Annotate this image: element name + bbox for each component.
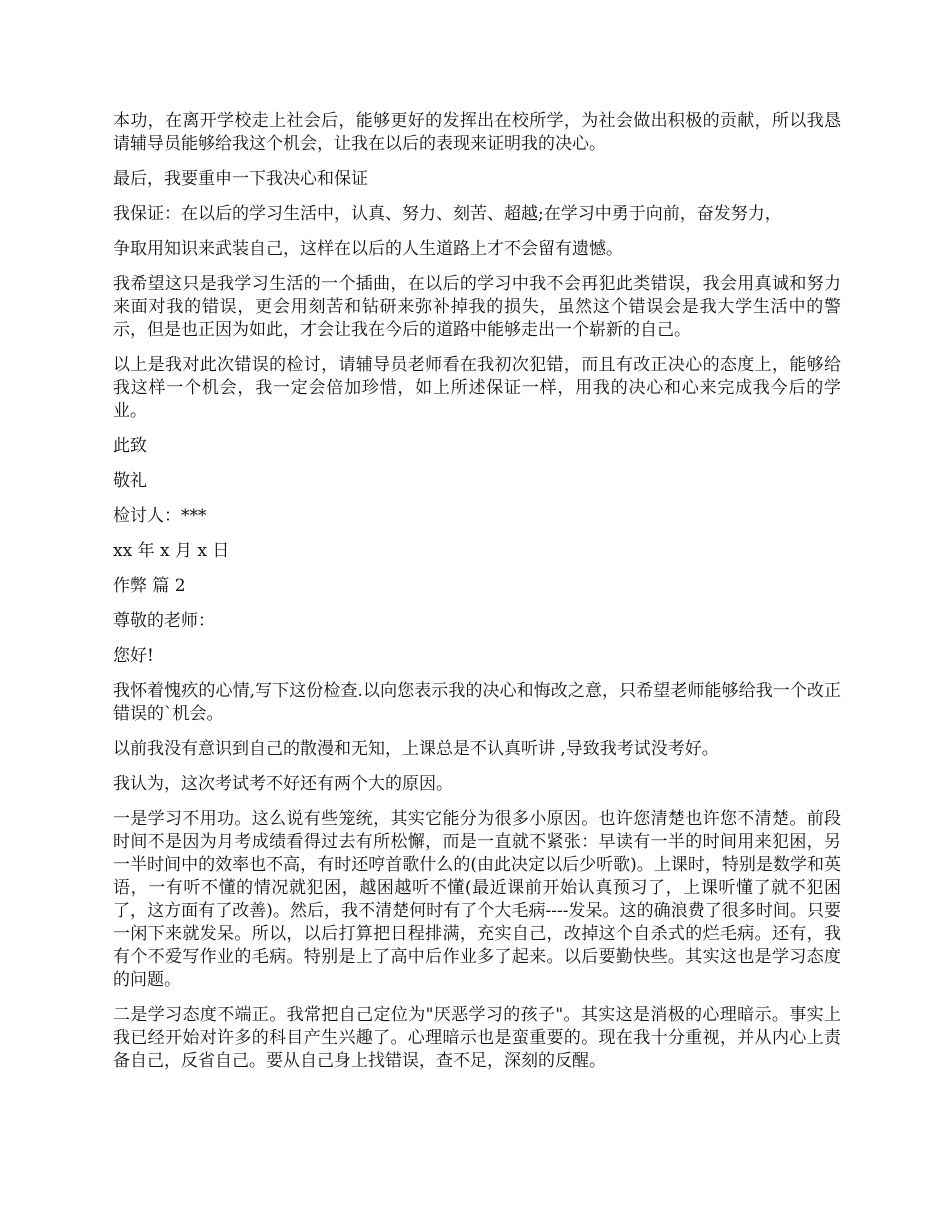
paragraph-15: 以前我没有意识到自己的散漫和无知，上课总是不认真听讲 ,导致我考试没考好。 <box>113 739 719 759</box>
closing-regards: 敬礼 <box>113 471 147 491</box>
paragraph-3: 我保证：在以后的学习生活中，认真、努力、刻苦、超越;在学习中勇于向前，奋发努力， <box>113 204 782 224</box>
paragraph-1: 本功，在离开学校走上社会后，能够更好的发挥出在校所学，为社会做出积极的贡献，所以我恳请辅导员能够给我这个机会，让我在以后的表现来证明我的决心。 <box>113 111 841 154</box>
greeting-hello: 您好! <box>113 646 154 666</box>
section-heading: 作弊 篇 2 <box>113 576 186 596</box>
closing-salutation: 此致 <box>113 436 147 456</box>
signature-line: 检讨人：*** <box>113 506 207 526</box>
paragraph-2: 最后，我要重申一下我决心和保证 <box>113 169 368 189</box>
date-line: xx 年 x 月 x 日 <box>113 541 230 561</box>
paragraph-16: 我认为，这次考试考不好还有两个大的原因。 <box>113 774 453 794</box>
paragraph-4: 争取用知识来武装自己，这样在以后的人生道路上才不会留有遗憾。 <box>113 239 623 259</box>
paragraph-18: 二是学习态度不端正。我常把自己定位为"厌恶学习的孩子"。其实这是消极的心理暗示。事实上我已经开始对许多的科目产生兴趣了。心理暗示也是蛮重要的。现在我十分重视，并从内心上责备自己，反省自己。要从自己身上找错误，查不足，深刻的反醒。 <box>113 1005 841 1071</box>
greeting-recipient: 尊敬的老师： <box>113 611 215 631</box>
paragraph-6: 以上是我对此次错误的检讨，请辅导员老师看在我初次犯错，而且有改正决心的态度上，能够给我这样一个机会，我一定会倍加珍惜，如上所述保证一样，用我的决心和心来完成我今后的学业。 <box>113 355 841 421</box>
paragraph-14: 我怀着愧疚的心情,写下这份检查.以向您表示我的决心和悔改之意，只希望老师能够给我一个改正错误的`机会。 <box>113 681 841 724</box>
paragraph-17: 一是学习不用功。这么说有些笼统，其实它能分为很多小原因。也许您清楚也许您不清楚。前段时间不是因为月考成绩看得过去有所松懈，而是一直就不紧张：早读有一半的时间用来犯困，另一半时间中的效率也不高，有时还哼首歌什么的(由此决定以后少听歌)。上课时，特别是数学和英语，一有听不懂的情况就犯困，越困越听不懂(最近课前开始认真预习了，上课听懂了就不犯困了，这方面有了改善)。然后，我不清楚何时有了个大毛病----发呆。这的确浪费了很多时间。只要一闲下来就发呆。所以，以后打算把日程排满，充实自己，改掉这个自杀式的烂毛病。还有，我有个不爱写作业的毛病。特别是上了高中后作业多了起来。以后要勤快些。其实这也是学习态度的问题。 <box>113 809 841 990</box>
paragraph-5: 我希望这只是我学习生活的一个插曲，在以后的学习中我不会再犯此类错误，我会用真诚和努力来面对我的错误，更会用刻苦和钻研来弥补掉我的损失，虽然这个错误会是我大学生活中的警示，但是也正因为如此，才会让我在今后的道路中能够走出一个崭新的自己。 <box>113 274 841 340</box>
document-body <box>113 110 841 1085</box>
